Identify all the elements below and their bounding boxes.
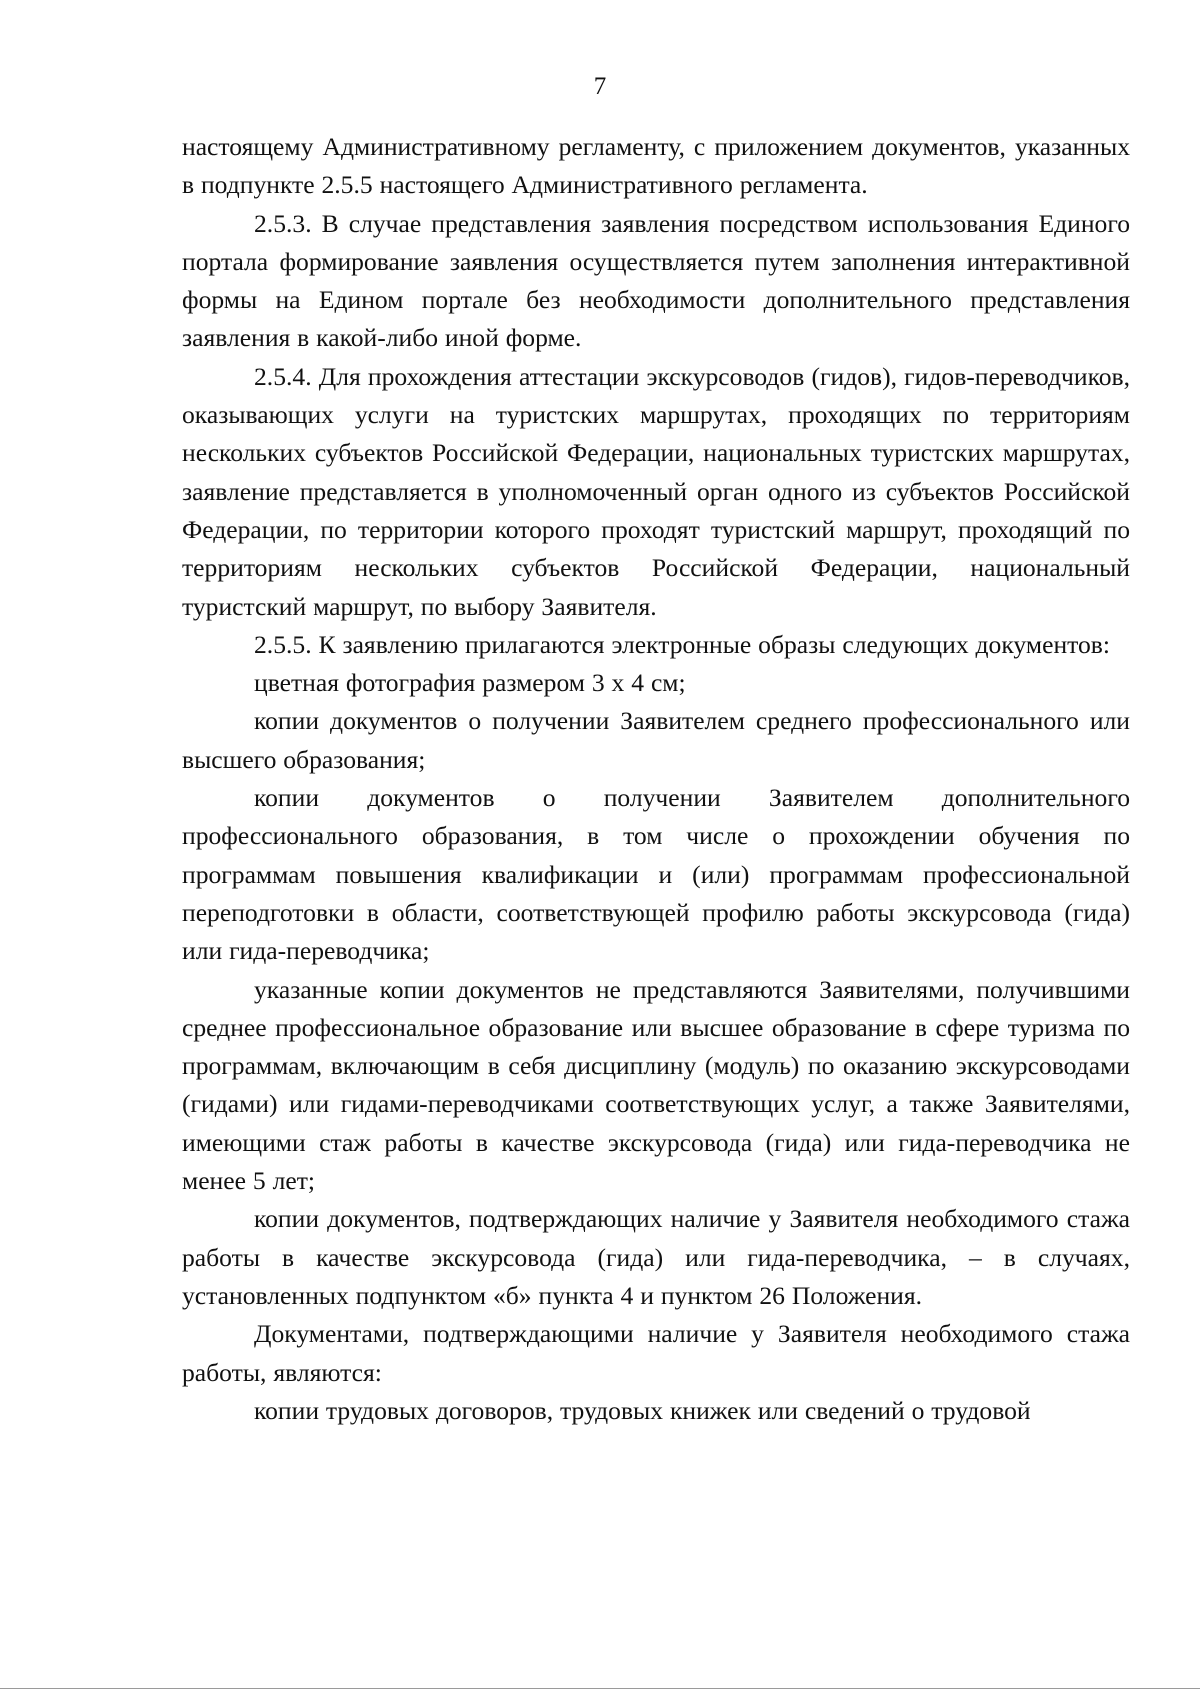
list-item-exemption: указанные копии документов не представляются Заявителями, получившими среднее профессиональное образование или высшее образование в сфере туризма по программам, включающим в себя дисциплину (модуль) по оказанию экскурсоводами (гидами) или гидами-переводчиками соответствующих услуг, а также Заявителями, имеющими стаж работы в качестве экскурсовода (гида) или гида-переводчика не менее 5 лет;: [182, 974, 1130, 1196]
page-number: 7: [593, 73, 607, 100]
list-item-experience-copies: копии документов, подтверждающих наличие у Заявителя необходимого стажа работы в качестве экскурсовода (гида) или гида-переводчика, – в случаях, установленных подпунктом «б» пункта 4 и пунктом 26 Положения.: [182, 1204, 1130, 1310]
paragraph-2-5-4: 2.5.4. Для прохождения аттестации экскурсоводов (гидов), гидов-переводчиков, оказывающих услуги на туристских маршрутах, проходящих по территориям нескольких субъектов Российской Федерации, национальных туристских маршрутах, заявление представляется в уполномоченный орган одного из субъектов Российской Федерации, по территории которого проходят туристский маршрут, проходящий по территориям нескольких субъектов Российской Федерации, национальный туристский маршрут, по выбору Заявителя.: [182, 361, 1130, 621]
paragraph-2-5-3: 2.5.3. В случае представления заявления посредством использования Единого портала формирование заявления осуществляется путем заполнения интерактивной формы на Едином портале без необходимости дополнительного представления заявления в какой-либо иной форме.: [182, 208, 1130, 353]
document-body: [182, 128, 1130, 1430]
paragraph-experience-documents: Документами, подтверждающими наличие у Заявителя необходимого стажа работы, являются:: [182, 1319, 1130, 1387]
list-item-photo: цветная фотография размером 3 х 4 см;: [254, 668, 686, 698]
list-item-additional-education: копии документов о получении Заявителем дополнительного профессионального образования, в том числе о прохождении обучения по программам повышения квалификации и (или) программам профессиональной переподготовки в области, соответствующей профилю работы экскурсовода (гида) или гида-переводчика;: [182, 783, 1130, 966]
paragraph-1: настоящему Административному регламенту, с приложением документов, указанных в подпункте 2.5.5 настоящего Административного регламента.: [182, 132, 1130, 200]
list-item-education-copies: копии документов о получении Заявителем среднего профессионального или высшего образования;: [182, 706, 1130, 774]
scan-edge-line: [0, 1688, 1200, 1689]
paragraph-2-5-5: 2.5.5. К заявлению прилагаются электронные образы следующих документов:: [254, 629, 1110, 659]
list-item-employment-contracts: копии трудовых договоров, трудовых книжек или сведений о трудовой: [254, 1395, 1031, 1425]
